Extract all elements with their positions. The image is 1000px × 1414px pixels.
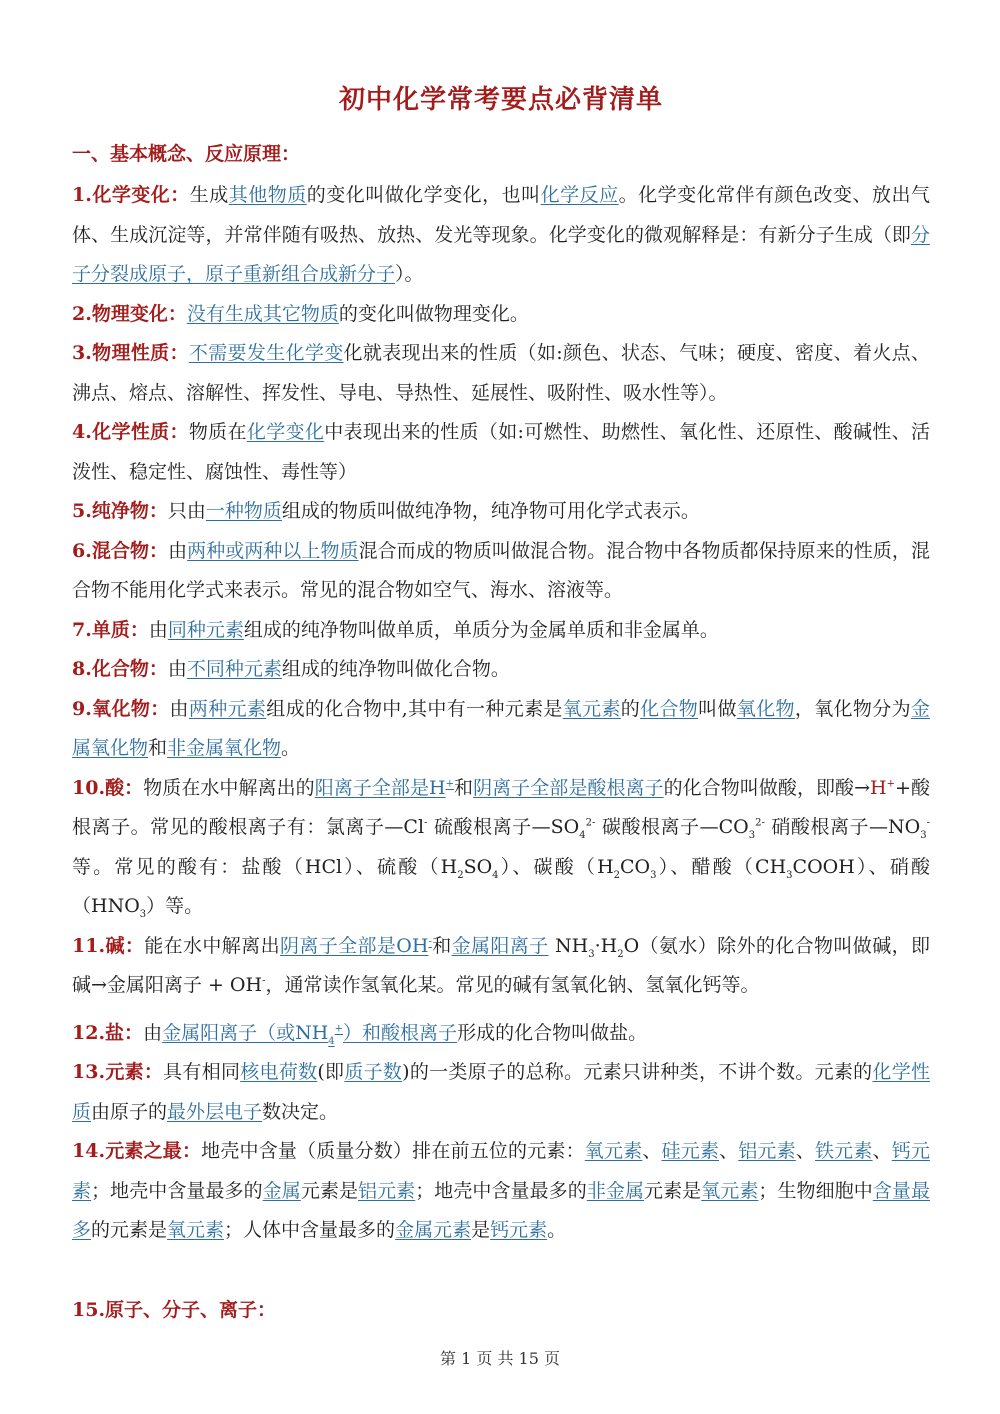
definition-paragraph [72, 650, 930, 690]
formula-script: 2- [755, 817, 765, 829]
definition-paragraph [72, 492, 930, 532]
key-phrase: ）和酸根离子 [343, 1021, 458, 1044]
key-phrase: 铝元素 [738, 1140, 796, 1162]
key-phrase: 氧元素 [167, 1219, 225, 1241]
body-text: ；人体中含量最多的 [224, 1219, 396, 1241]
key-phrase: 两种或两种以上物质 [187, 539, 359, 562]
term-label: 6.混合物： [72, 539, 169, 562]
body-text: ）、碳酸（H [498, 855, 614, 878]
body-text: 由 [148, 618, 168, 641]
key-phrase: 金属 [262, 1179, 301, 1202]
body-text: 和 [431, 934, 452, 957]
body-text: 混合而成的物质叫做混合物。混合物中各物质都保持原来的性质，混合物不能用化学式来表示。常见的混合物如空气、海水、溶液等。 [72, 539, 930, 601]
definition-paragraph [72, 690, 930, 769]
body-text: 硝酸根离子—NO [764, 816, 921, 838]
term-label: 8.化合物： [72, 658, 168, 680]
definition-paragraph [72, 176, 930, 295]
formula-script: 4 [579, 829, 586, 841]
key-phrase: 铁元素 [814, 1140, 873, 1162]
key-phrase: 铝元素 [358, 1179, 416, 1202]
definition-paragraph [72, 334, 930, 413]
body-text: 等。常见的酸有：盐酸（HCl）、硫酸（H [72, 855, 458, 878]
body-text: ，氧化物分为 [794, 697, 911, 720]
formula-script: 3 [748, 829, 756, 841]
formula-script: 3 [920, 829, 927, 841]
body-text: 碳酸根离子—CO [595, 816, 749, 838]
page-footer: 第 1 页 共 15 页 [440, 1349, 560, 1368]
formula-script: - [424, 817, 428, 829]
body-text: ）、醋酸（CH [656, 855, 787, 878]
key-phrase: 金属元素 [395, 1219, 472, 1241]
key-phrase: 化合物 [640, 697, 699, 720]
definition-paragraph [72, 769, 930, 927]
key-phrase: 质子数 [344, 1061, 403, 1083]
body-text: +酸根离子。常见的酸根离子有：氯离子—Cl [72, 776, 930, 838]
key-phrase: + [445, 778, 454, 790]
key-phrase: 两种元素 [188, 697, 267, 720]
body-text: CO [620, 855, 651, 878]
term-label: 14.元素之最： [72, 1140, 202, 1162]
body-text: 化就表现出来的性质（如:颜色、状态、气味；硬度、密度、着火点、沸点、熔点、溶解性、挥发性、导电、导热性、延展性、吸附性、吸水性等）。 [72, 342, 930, 404]
key-phrase: 4 [328, 1035, 335, 1047]
key-phrase: - [428, 936, 432, 948]
body-text: ，通常读作氢氧化某。常见的碱有氢氧化钠、氢氧化钙等。 [265, 974, 760, 996]
body-text: ；地壳中含量最多的 [415, 1179, 587, 1202]
key-phrase: 氧元素 [701, 1179, 759, 1202]
body-text: 的变化叫做化学变化，也叫 [306, 184, 541, 206]
definition-paragraph [72, 1053, 930, 1132]
body-text: 数决定。 [262, 1100, 339, 1123]
formula-script: - [262, 975, 266, 987]
body-text: NH [548, 934, 589, 957]
section-heading: 一、基本概念、反应原理： [72, 143, 301, 165]
body-text: 元素是 [300, 1179, 359, 1202]
body-text: 由 [143, 1021, 163, 1044]
body-text: 元素是 [644, 1179, 702, 1202]
body-text: 物质在水中解离出的 [143, 776, 315, 799]
term-label: 11.碱： [72, 934, 145, 957]
definition-paragraph [72, 413, 930, 492]
document-page [72, 80, 930, 1330]
key-phrase: 钙元素 [490, 1219, 548, 1241]
term-label: 4.化学性质： [72, 421, 189, 443]
body-text: 的化合物叫做酸，即酸→ [663, 776, 871, 799]
term-label: 1.化学变化： [72, 184, 190, 206]
key-phrase: 硅元素 [661, 1140, 720, 1162]
key-phrase: 化学反应 [540, 184, 619, 206]
body-text: SO [463, 855, 493, 878]
body-text: 叫做 [698, 697, 737, 720]
body-text: ）。 [395, 263, 424, 285]
key-phrase: 氧元素 [562, 697, 621, 720]
formula-script: 3 [139, 908, 147, 920]
body-text: 只由 [167, 500, 206, 522]
key-phrase: 氧元素 [584, 1140, 643, 1162]
body-text: ；地壳中含量最多的 [91, 1179, 263, 1202]
key-phrase: 阳离子全部是H [314, 776, 446, 799]
body-text: ；生物细胞中 [758, 1179, 873, 1202]
body-text: 的 [620, 697, 641, 720]
highlight-formula: H [870, 776, 887, 799]
body-text: 是 [471, 1219, 491, 1241]
key-phrase: 阴离子全部是OH [279, 934, 429, 957]
term-label: 9.氧化物： [72, 697, 170, 720]
body-text: 物质在 [188, 421, 247, 443]
key-phrase: 不需要发生化学变 [188, 342, 344, 364]
body-text: 和 [148, 737, 168, 759]
body-text: O（氨水）除外的化合物叫做碱，即碱→金属阳离子 + OH [72, 934, 930, 996]
key-phrase: 钙元素 [72, 1140, 930, 1202]
key-phrase: 金属氧化物 [72, 697, 930, 759]
definition-paragraph [72, 927, 930, 1006]
body-text: 地壳中含量（质量分数）排在前五位的元素： [201, 1140, 585, 1162]
key-phrase: 没有生成其它物质 [186, 302, 339, 325]
body-text: 、 [719, 1140, 739, 1162]
term-label: 10.酸： [72, 776, 144, 799]
body-text: ·H [594, 934, 618, 957]
body-text: 组成的化合物中,其中有一种元素是 [266, 697, 563, 720]
body-text: 。 [547, 1219, 567, 1241]
formula-script: 2 [457, 869, 464, 881]
body-text: 由 [169, 697, 189, 720]
body-text: 的元素是 [91, 1219, 168, 1241]
formula-script: 2 [613, 869, 621, 881]
term-label: 2.物理变化： [72, 302, 187, 325]
page-title: 初中化学常考要点必背清单 [338, 85, 663, 115]
key-phrase: 一种物质 [205, 500, 282, 522]
definition-paragraph [72, 1014, 930, 1054]
body-text: 能在水中解离出 [144, 934, 280, 957]
term-label: 7.单质： [72, 618, 149, 641]
definition-paragraph [72, 532, 930, 611]
body-text: 组成的纯净物叫做化合物。 [281, 658, 510, 680]
body-text: 、 [642, 1140, 662, 1162]
body-text: (即 [317, 1061, 345, 1083]
formula-script: 2 [617, 948, 624, 960]
definition-paragraph [72, 1132, 930, 1251]
body-text: 具有相同 [163, 1061, 241, 1083]
body-text: 组成的物质叫做纯净物，纯净物可用化学式表示。 [281, 500, 700, 522]
key-phrase: 化学性质 [72, 1061, 930, 1123]
term-label: 3.物理性质： [72, 342, 189, 364]
term-label: 12.盐： [72, 1021, 144, 1044]
body-text: 、 [872, 1140, 892, 1162]
body-text: 由 [167, 658, 187, 680]
body-text: 由 [168, 539, 188, 562]
body-text: 由原子的 [91, 1100, 168, 1123]
body-text: 。 [281, 737, 301, 759]
body-text: 和 [453, 776, 474, 799]
key-phrase: 非金属氧化物 [167, 737, 282, 759]
formula-script: 3 [588, 948, 595, 960]
key-phrase: 金属阳离子（或NH [162, 1021, 329, 1044]
key-phrase: 氧化物 [736, 697, 795, 720]
body-text: 形成的化合物叫做盐。 [457, 1021, 648, 1044]
formula-script: - [926, 817, 930, 829]
key-phrase: 非金属 [586, 1179, 645, 1202]
key-phrase: 含量最多 [72, 1179, 930, 1241]
formula-script: 3 [786, 869, 793, 881]
term-label: 5.纯净物： [72, 500, 168, 522]
key-phrase: 金属阳离子 [451, 934, 549, 957]
definition-paragraph [72, 1291, 930, 1331]
highlight-formula: + [886, 778, 895, 790]
key-phrase: 阴离子全部是酸根离子 [473, 776, 664, 799]
formula-script: 2- [585, 817, 596, 829]
body-text: 的变化叫做物理变化。 [338, 302, 529, 325]
key-phrase: + [334, 1023, 344, 1035]
term-label: 13.元素： [72, 1061, 164, 1083]
key-phrase: 化学变化 [246, 421, 325, 443]
formula-script: 3 [650, 869, 657, 881]
body-text: 组成的纯净物叫做单质，单质分为金属单质和非金属单。 [243, 618, 719, 641]
body-text: 生成 [189, 184, 229, 206]
key-phrase: 分子分裂成原子，原子重新组合成新分子 [72, 223, 930, 285]
body-text: ）等。 [146, 895, 204, 917]
body-text: 。化学变化常伴有颜色改变、放出气体、生成沉淀等，并常伴随有吸热、放热、发光等现象。化学变化的微观解释是：有新分子生成（即 [72, 184, 930, 246]
definition-paragraph [72, 295, 930, 335]
body-text: )的一类原子的总称。元素只讲种类，不讲个数。元素的 [402, 1061, 873, 1083]
paragraph-list [72, 176, 930, 1330]
formula-script: 4 [492, 869, 499, 881]
key-phrase: 最外层电子 [167, 1100, 263, 1123]
body-text: 中表现出来的性质（如:可燃性、助燃性、氧化性、还原性、酸碱性、活泼性、稳定性、腐蚀性、毒性等） [72, 421, 930, 483]
definition-paragraph [72, 611, 930, 651]
key-phrase: 其他物质 [228, 184, 307, 206]
body-text: 硫酸根离子—SO [427, 816, 580, 838]
key-phrase: 同种元素 [167, 618, 244, 641]
body-text: COOH）、硝酸（HNO [72, 855, 930, 917]
term-label: 15.原子、分子、离子： [72, 1298, 277, 1321]
key-phrase: 不同种元素 [186, 658, 282, 680]
key-phrase: 核电荷数 [240, 1061, 318, 1083]
body-text: 、 [795, 1140, 815, 1162]
